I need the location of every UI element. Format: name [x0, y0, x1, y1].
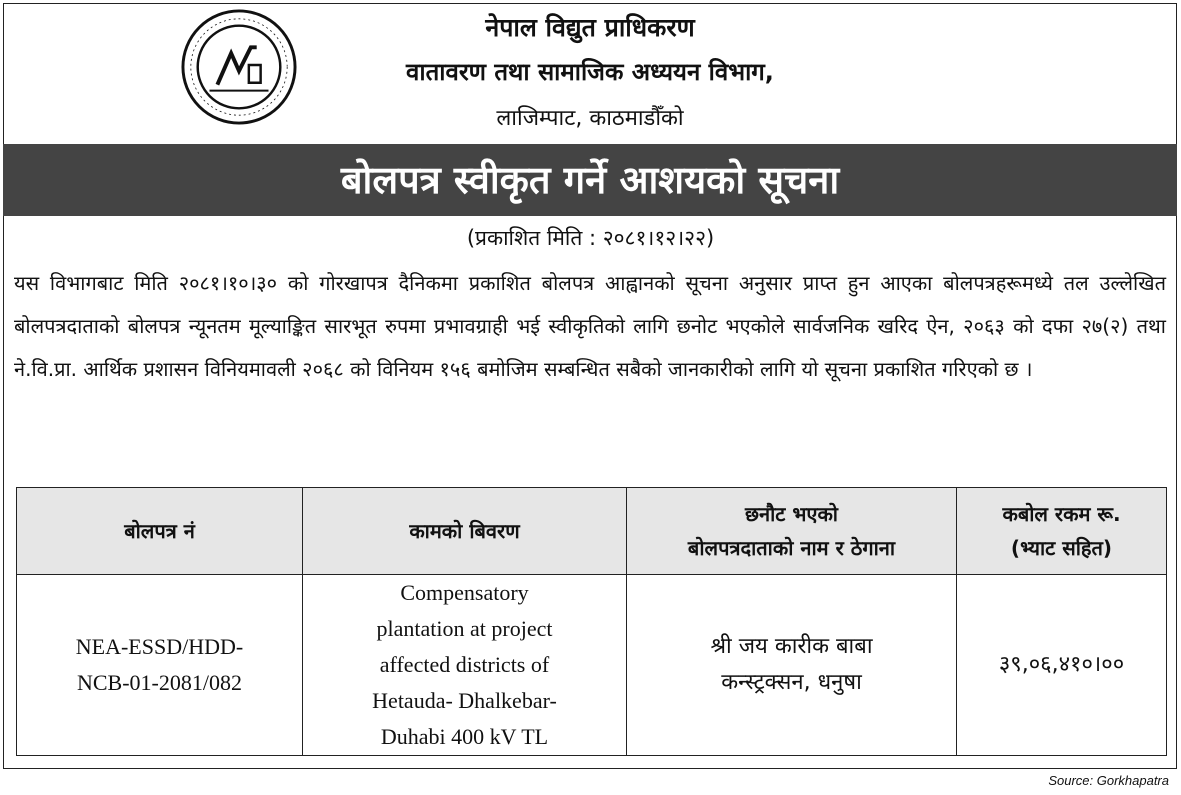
- nea-logo-icon: [180, 8, 298, 126]
- bidder-line2: कन्स्ट्रक्सन, धनुषा: [721, 670, 862, 695]
- header-bid-no: बोलपत्र नं: [17, 488, 303, 575]
- cell-amount: ३९,०६,४१०।००: [957, 575, 1167, 756]
- table-row: [17, 575, 1167, 756]
- header-amount: [957, 488, 1167, 575]
- publish-date: (प्रकाशित मिति : २०८१।१२।२२): [466, 226, 715, 250]
- org-name: नेपाल विद्युत प्राधिकरण: [485, 13, 695, 42]
- bid-no-line2: NCB-01-2081/082: [77, 670, 242, 695]
- table-header-row: [17, 488, 1167, 575]
- notice-title: बोलपत्र स्वीकृत गर्ने आशयको सूचना: [3, 144, 1177, 216]
- desc-line3: affected districts of: [379, 652, 550, 677]
- cell-description: [303, 575, 627, 756]
- desc-line2: plantation at project: [376, 616, 553, 641]
- desc-line1: Compensatory: [400, 580, 529, 605]
- desc-line5: Duhabi 400 kV TL: [380, 724, 549, 749]
- notice-body: यस विभागबाट मिति २०८१।१०।३० को गोरखापत्र दैनिकमा प्रकाशित बोलपत्र आह्वानको सूचना अनुसार प्राप्त हुन आएका बोलपत्रहरूमध्ये तल उल्लेखित बोलपत्रदाताको बोलपत्र न्यूनतम मूल्याङ्कित सारभूत रुपमा प्रभावग्राही भई स्वीकृतिको लागि छनोट भएकोले सार्वजनिक खरिद ऐन, २०६३ को दफा २७(२) तथा ने.वि.प्रा. आर्थिक प्रशासन विनियमावली २०६८ को विनियम १५६ बमोजिम सम्बन्धित सबैको जानकारीको लागि यो सूचना प्रकाशित गरिएको छ ।: [14, 271, 1166, 381]
- org-address: लाजिम्पाट, काठमाडौँको: [496, 106, 684, 131]
- header-bidder-line2: बोलपत्रदाताको नाम र ठेगाना: [687, 536, 896, 560]
- desc-line4: Hetauda- Dhalkebar-: [372, 688, 557, 713]
- award-table: [16, 487, 1167, 756]
- cell-bidder: [627, 575, 957, 756]
- department-name: वातावरण तथा सामाजिक अध्ययन विभाग,: [406, 58, 774, 86]
- bidder-line1: श्री जय कारीक बाबा: [710, 634, 873, 659]
- header-bidder: [627, 488, 957, 575]
- bid-no-line1: NEA-ESSD/HDD-: [75, 634, 244, 659]
- header-bidder-line1: छनौट भएको: [744, 502, 838, 526]
- header-amount-line2: (भ्याट सहित): [1010, 536, 1113, 560]
- header-description: कामको बिवरण: [303, 488, 627, 575]
- cell-bid-no: [17, 575, 303, 756]
- source-credit: Source: Gorkhapatra: [1048, 773, 1169, 788]
- header-amount-line1: कबोल रकम रू.: [1002, 502, 1121, 526]
